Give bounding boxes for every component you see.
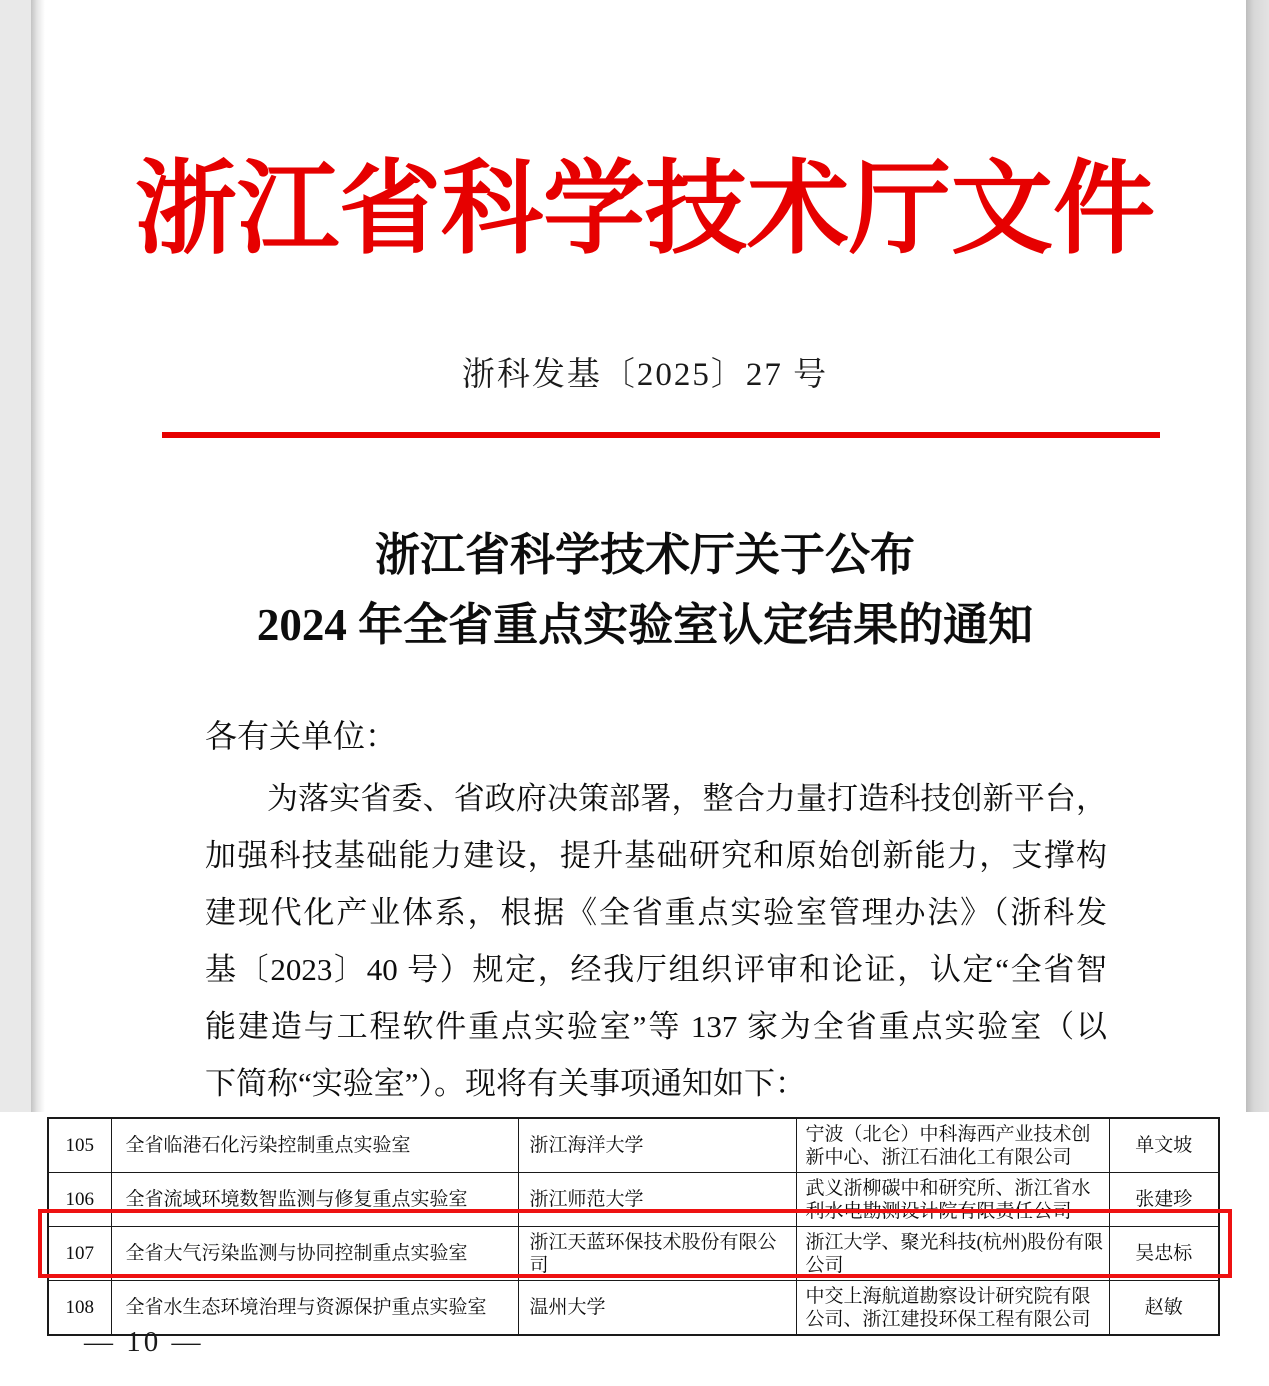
- body-line: 下简称“实验室”）。现将有关事项通知如下：: [205, 1066, 807, 1101]
- notice-title-line-1: 浙江省科学技术厅关于公布: [374, 530, 915, 580]
- cell-director: 吴忠标: [1109, 1227, 1219, 1281]
- table-row: [48, 1281, 1219, 1336]
- cell-partner-units: 宁波（北仑）中科海西产业技术创新中心、浙江石油化工有限公司: [796, 1118, 1109, 1173]
- lab-results-table: [47, 1117, 1220, 1336]
- table-row-highlighted: [48, 1227, 1219, 1281]
- cell-host-unit: 浙江天蓝环保技术股份有限公司: [518, 1227, 796, 1281]
- cell-row-number: 106: [48, 1173, 111, 1227]
- cell-host-unit: 温州大学: [518, 1281, 796, 1336]
- cell-host-unit: 浙江师范大学: [518, 1173, 796, 1227]
- body-line: 为落实省委、省政府决策部署，整合力量打造科技创新平台，: [267, 781, 1107, 816]
- cell-lab-name: 全省水生态环境治理与资源保护重点实验室: [111, 1281, 518, 1336]
- cell-row-number: 108: [48, 1281, 111, 1336]
- cell-partner-units: 中交上海航道勘察设计研究院有限公司、浙江建投环保工程有限公司: [796, 1281, 1109, 1336]
- cell-lab-name: 全省大气污染监测与协同控制重点实验室: [111, 1227, 518, 1281]
- red-divider-rule: [162, 432, 1160, 438]
- cell-director: 赵敏: [1109, 1281, 1219, 1336]
- cell-partner-units: 浙江大学、聚光科技(杭州)股份有限公司: [796, 1227, 1109, 1281]
- cell-partner-units: 武义浙柳碳中和研究所、浙江省水利水电勘测设计院有限责任公司: [796, 1173, 1109, 1227]
- document-number: 浙科发基〔2025〕27 号: [461, 357, 829, 393]
- notice-title-line-2: 2024 年全省重点实验室认定结果的通知: [256, 600, 1034, 650]
- table-row: [48, 1173, 1219, 1227]
- body-line: 基〔2023〕40 号）规定，经我厅组织评审和论证，认定“全省智: [205, 952, 1107, 987]
- cell-lab-name: 全省临港石化污染控制重点实验室: [111, 1118, 518, 1173]
- cell-host-unit: 浙江海洋大学: [518, 1118, 796, 1173]
- cell-row-number: 107: [48, 1227, 111, 1281]
- scan-background-right: [1246, 0, 1269, 1112]
- page-number: — 10 —: [84, 1326, 204, 1358]
- body-line: 建现代化产业体系，根据《全省重点实验室管理办法》（浙科发: [205, 895, 1107, 930]
- table-row: [48, 1118, 1219, 1173]
- cell-director: 单文坡: [1109, 1118, 1219, 1173]
- cell-director: 张建珍: [1109, 1173, 1219, 1227]
- scan-background-left: [0, 0, 31, 1112]
- letterhead-title: 浙江省科学技术厅文件: [135, 154, 1155, 267]
- body-paragraph: [205, 770, 1107, 1112]
- body-line: 加强科技基础能力建设，提升基础研究和原始创新能力，支撑构: [205, 838, 1107, 873]
- salutation: 各有关单位：: [205, 718, 398, 754]
- notice-title: [44, 520, 1246, 660]
- page-edge-shadow-left: [31, 0, 45, 1112]
- body-line: 能建造与工程软件重点实验室”等 137 家为全省重点实验室（以: [205, 1009, 1107, 1044]
- cell-row-number: 105: [48, 1118, 111, 1173]
- cell-lab-name: 全省流域环境数智监测与修复重点实验室: [111, 1173, 518, 1227]
